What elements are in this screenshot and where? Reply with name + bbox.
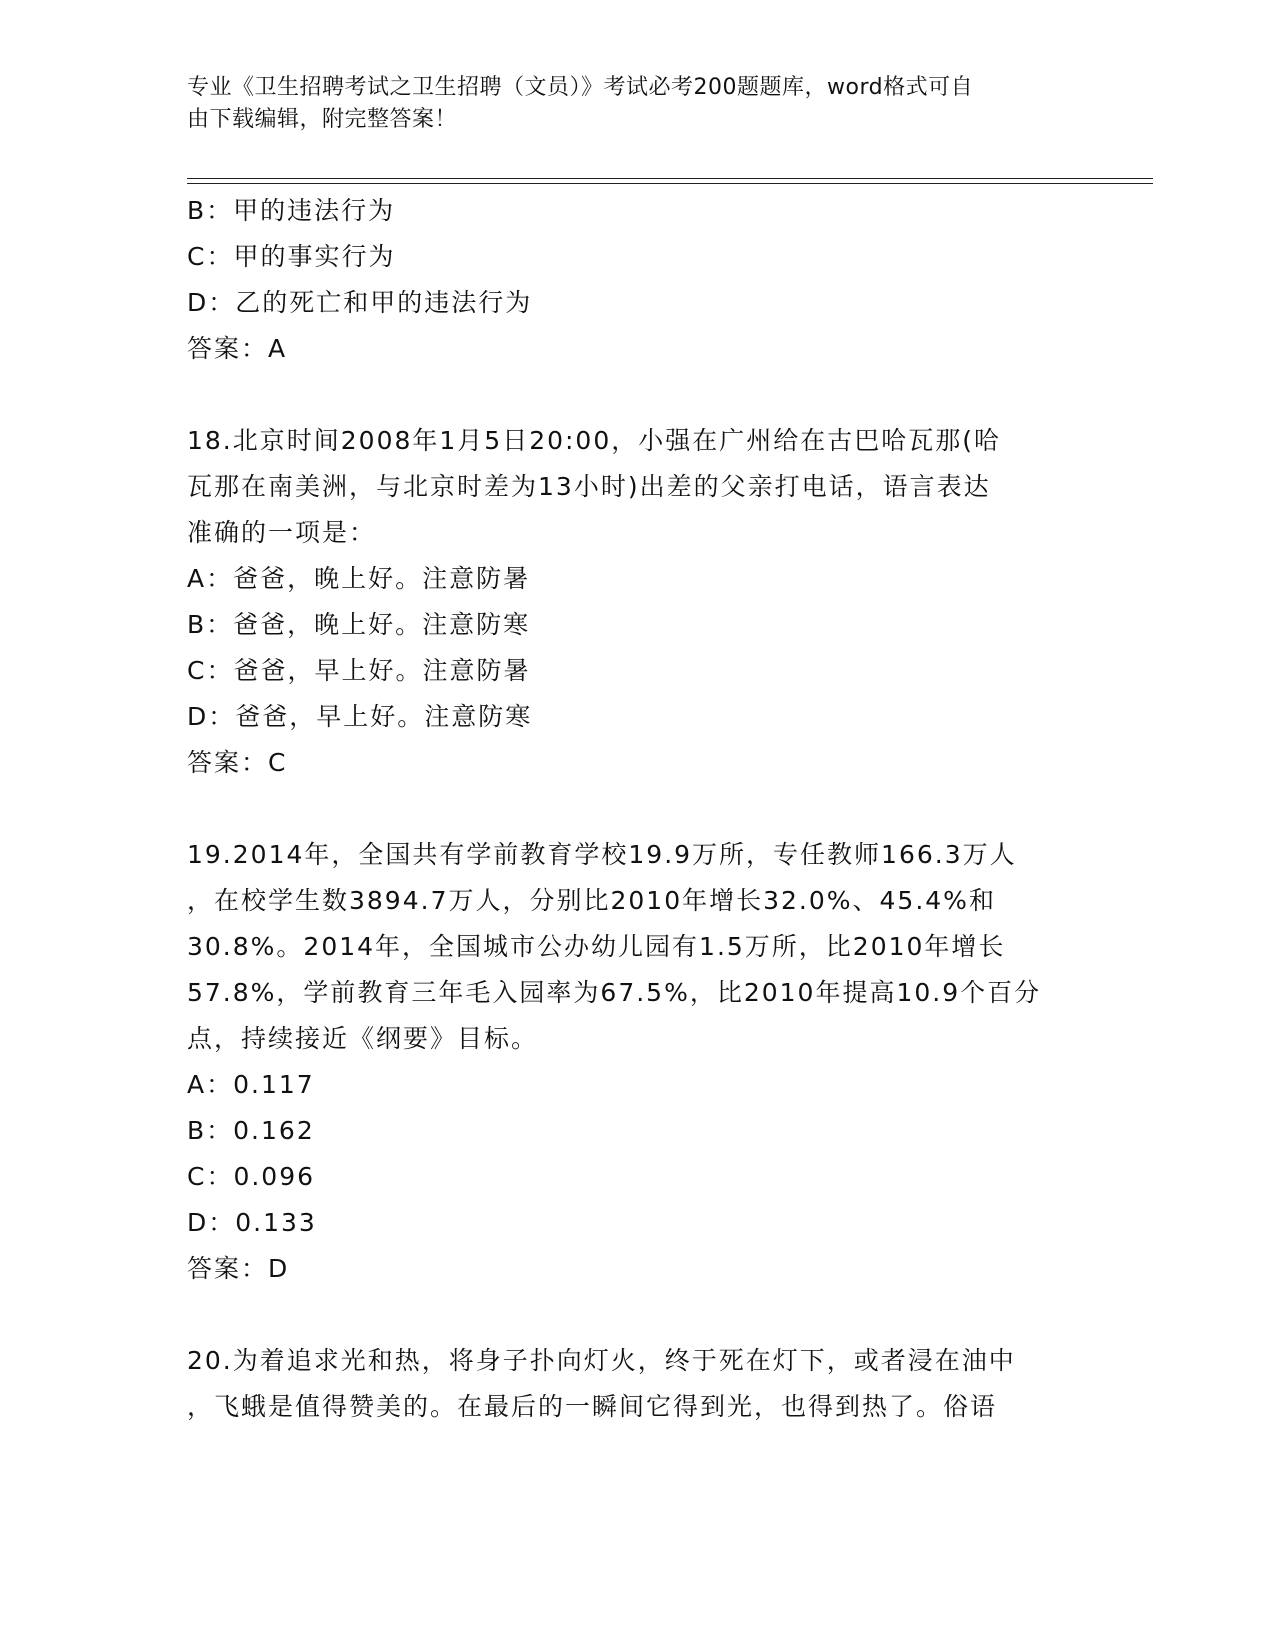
q18-option-a: A：爸爸，晚上好。注意防暑	[187, 564, 531, 593]
spacer	[187, 1292, 1067, 1338]
q19-option-b: B：0.162	[187, 1116, 315, 1145]
spacer	[187, 786, 1067, 832]
q20-stem-line-1: 20.为着追求光和热，将身子扑向灯火，终于死在灯下，或者浸在油中	[187, 1346, 1016, 1375]
q18-option-d: D：爸爸，早上好。注意防寒	[187, 702, 533, 731]
q17-answer: 答案：A	[187, 334, 288, 363]
document-header	[187, 72, 1067, 136]
q17-option-c: C：甲的事实行为	[187, 242, 396, 271]
q19-option-d: D：0.133	[187, 1208, 317, 1237]
document-body	[187, 188, 1067, 1430]
q17-option-d: D：乙的死亡和甲的违法行为	[187, 288, 533, 317]
q19-answer: 答案：D	[187, 1254, 290, 1283]
header-line-2: 由下载编辑，附完整答案！	[187, 107, 458, 132]
header-rule-bottom	[187, 183, 1153, 184]
q18-stem-line-3: 准确的一项是：	[187, 518, 377, 547]
q19-stem-line-3: 30.8%。2014年，全国城市公办幼儿园有1.5万所，比2010年增长	[187, 932, 1006, 961]
q20-stem-line-2: ，飞蛾是值得赞美的。在最后的一瞬间它得到光，也得到热了。俗语	[187, 1392, 998, 1421]
q18-answer: 答案：C	[187, 748, 288, 777]
q18-stem-line-1: 18.北京时间2008年1月5日20:00，小强在广州给在古巴哈瓦那(哈	[187, 426, 1001, 455]
header-rule-top	[187, 178, 1153, 179]
q19-option-a: A：0.117	[187, 1070, 315, 1099]
q19-stem-line-1: 19.2014年，全国共有学前教育学校19.9万所，专任教师166.3万人	[187, 840, 1017, 869]
q19-option-c: C：0.096	[187, 1162, 316, 1191]
header-line-1: 专业《卫生招聘考试之卫生招聘（文员）》考试必考200题题库，word格式可自	[187, 75, 974, 100]
q19-stem-line-5: 点，持续接近《纲要》目标。	[187, 1024, 539, 1053]
q19-stem-line-2: ，在校学生数3894.7万人，分别比2010年增长32.0%、45.4%和	[187, 886, 996, 915]
spacer	[187, 372, 1067, 418]
q19-stem-line-4: 57.8%，学前教育三年毛入园率为67.5%，比2010年提高10.9个百分	[187, 978, 1042, 1007]
q17-option-b: B：甲的违法行为	[187, 196, 396, 225]
q18-stem-line-2: 瓦那在南美洲，与北京时差为13小时)出差的父亲打电话，语言表达	[187, 472, 991, 501]
q18-option-b: B：爸爸，晚上好。注意防寒	[187, 610, 531, 639]
q18-option-c: C：爸爸，早上好。注意防暑	[187, 656, 531, 685]
